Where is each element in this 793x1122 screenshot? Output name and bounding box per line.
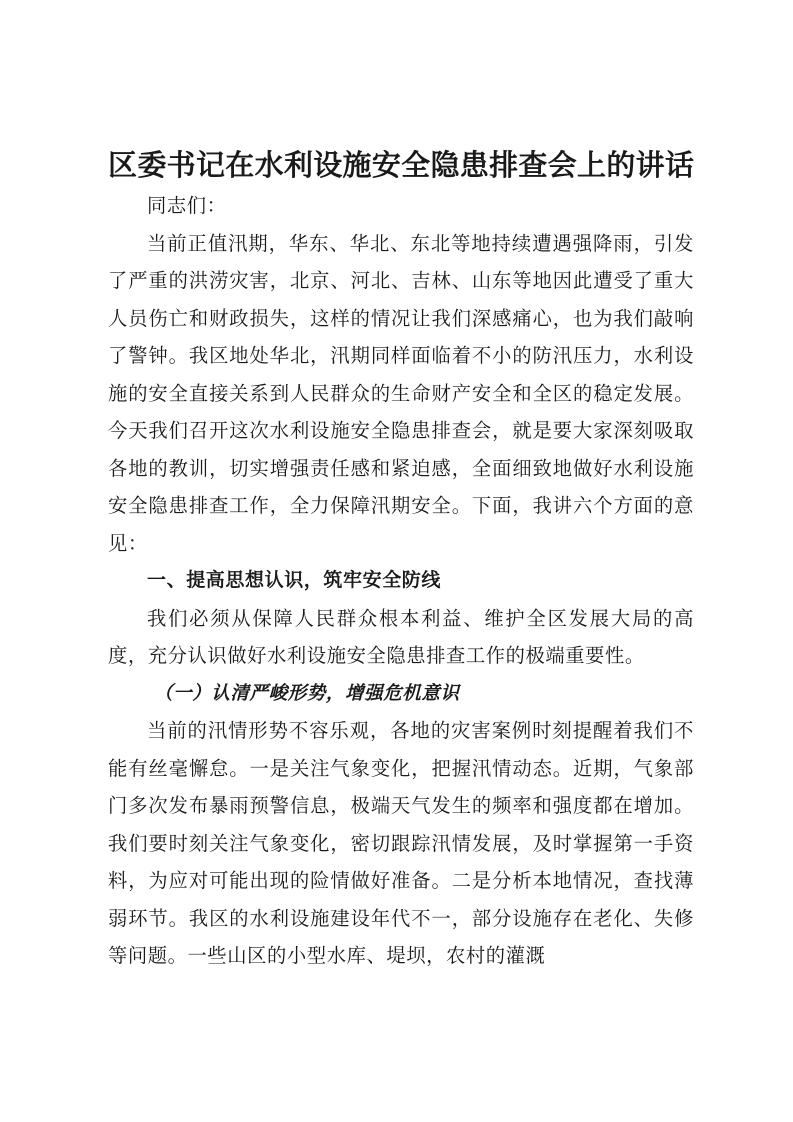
subsection-paragraph: 当前的汛情形势不容乐观，各地的灾害案例时刻提醒着我们不能有丝毫懈怠。一是关注气象变化，把握汛情动态。近期，气象部门多次发布暴雨预警信息，极端天气发生的频率和强度都在增加。我们要时刻关注气象变化，密切跟踪汛情发展，及时掌握第一手资料，为应对可能出现的险情做好准备。二是分析本地情况，查找薄弱环节。我区的水利设施建设年代不一，部分设施存在老化、失修等问题。一些山区的小型水库、堤坝，农村的灌溉: [108, 719, 694, 967]
document-body: [108, 143, 694, 975]
document-title: 区委书记在水利设施安全隐患排查会上的讲话: [108, 148, 694, 182]
section-heading: 一、提高思想认识，筑牢安全防线: [147, 569, 442, 591]
intro-paragraph: 当前正值汛期，华东、华北、东北等地持续遭遇强降雨，引发了严重的洪涝灾害，北京、河北、吉林、山东等地因此遭受了重大人员伤亡和财政损失，这样的情况让我们深感痛心，也为我们敲响了警钟。我区地处华北，汛期同样面临着不小的防汛压力，水利设施的安全直接关系到人民群众的生命财产安全和全区的稳定发展。今天我们召开这次水利设施安全隐患排查会，就是要大家深刻吸取各地的教训，切实增强责任感和紧迫感，全面细致地做好水利设施安全隐患排查工作，全力保障汛期安全。下面，我讲六个方面的意见：: [108, 231, 694, 555]
subsection-heading: （一）认清严峻形势，增强危机意识: [154, 682, 460, 704]
salutation: 同志们：: [147, 194, 227, 217]
section-paragraph: 我们必须从保障人民群众根本利益、维护全区发展大局的高度，充分认识做好水利设施安全隐患排查工作的极端重要性。: [108, 606, 694, 667]
